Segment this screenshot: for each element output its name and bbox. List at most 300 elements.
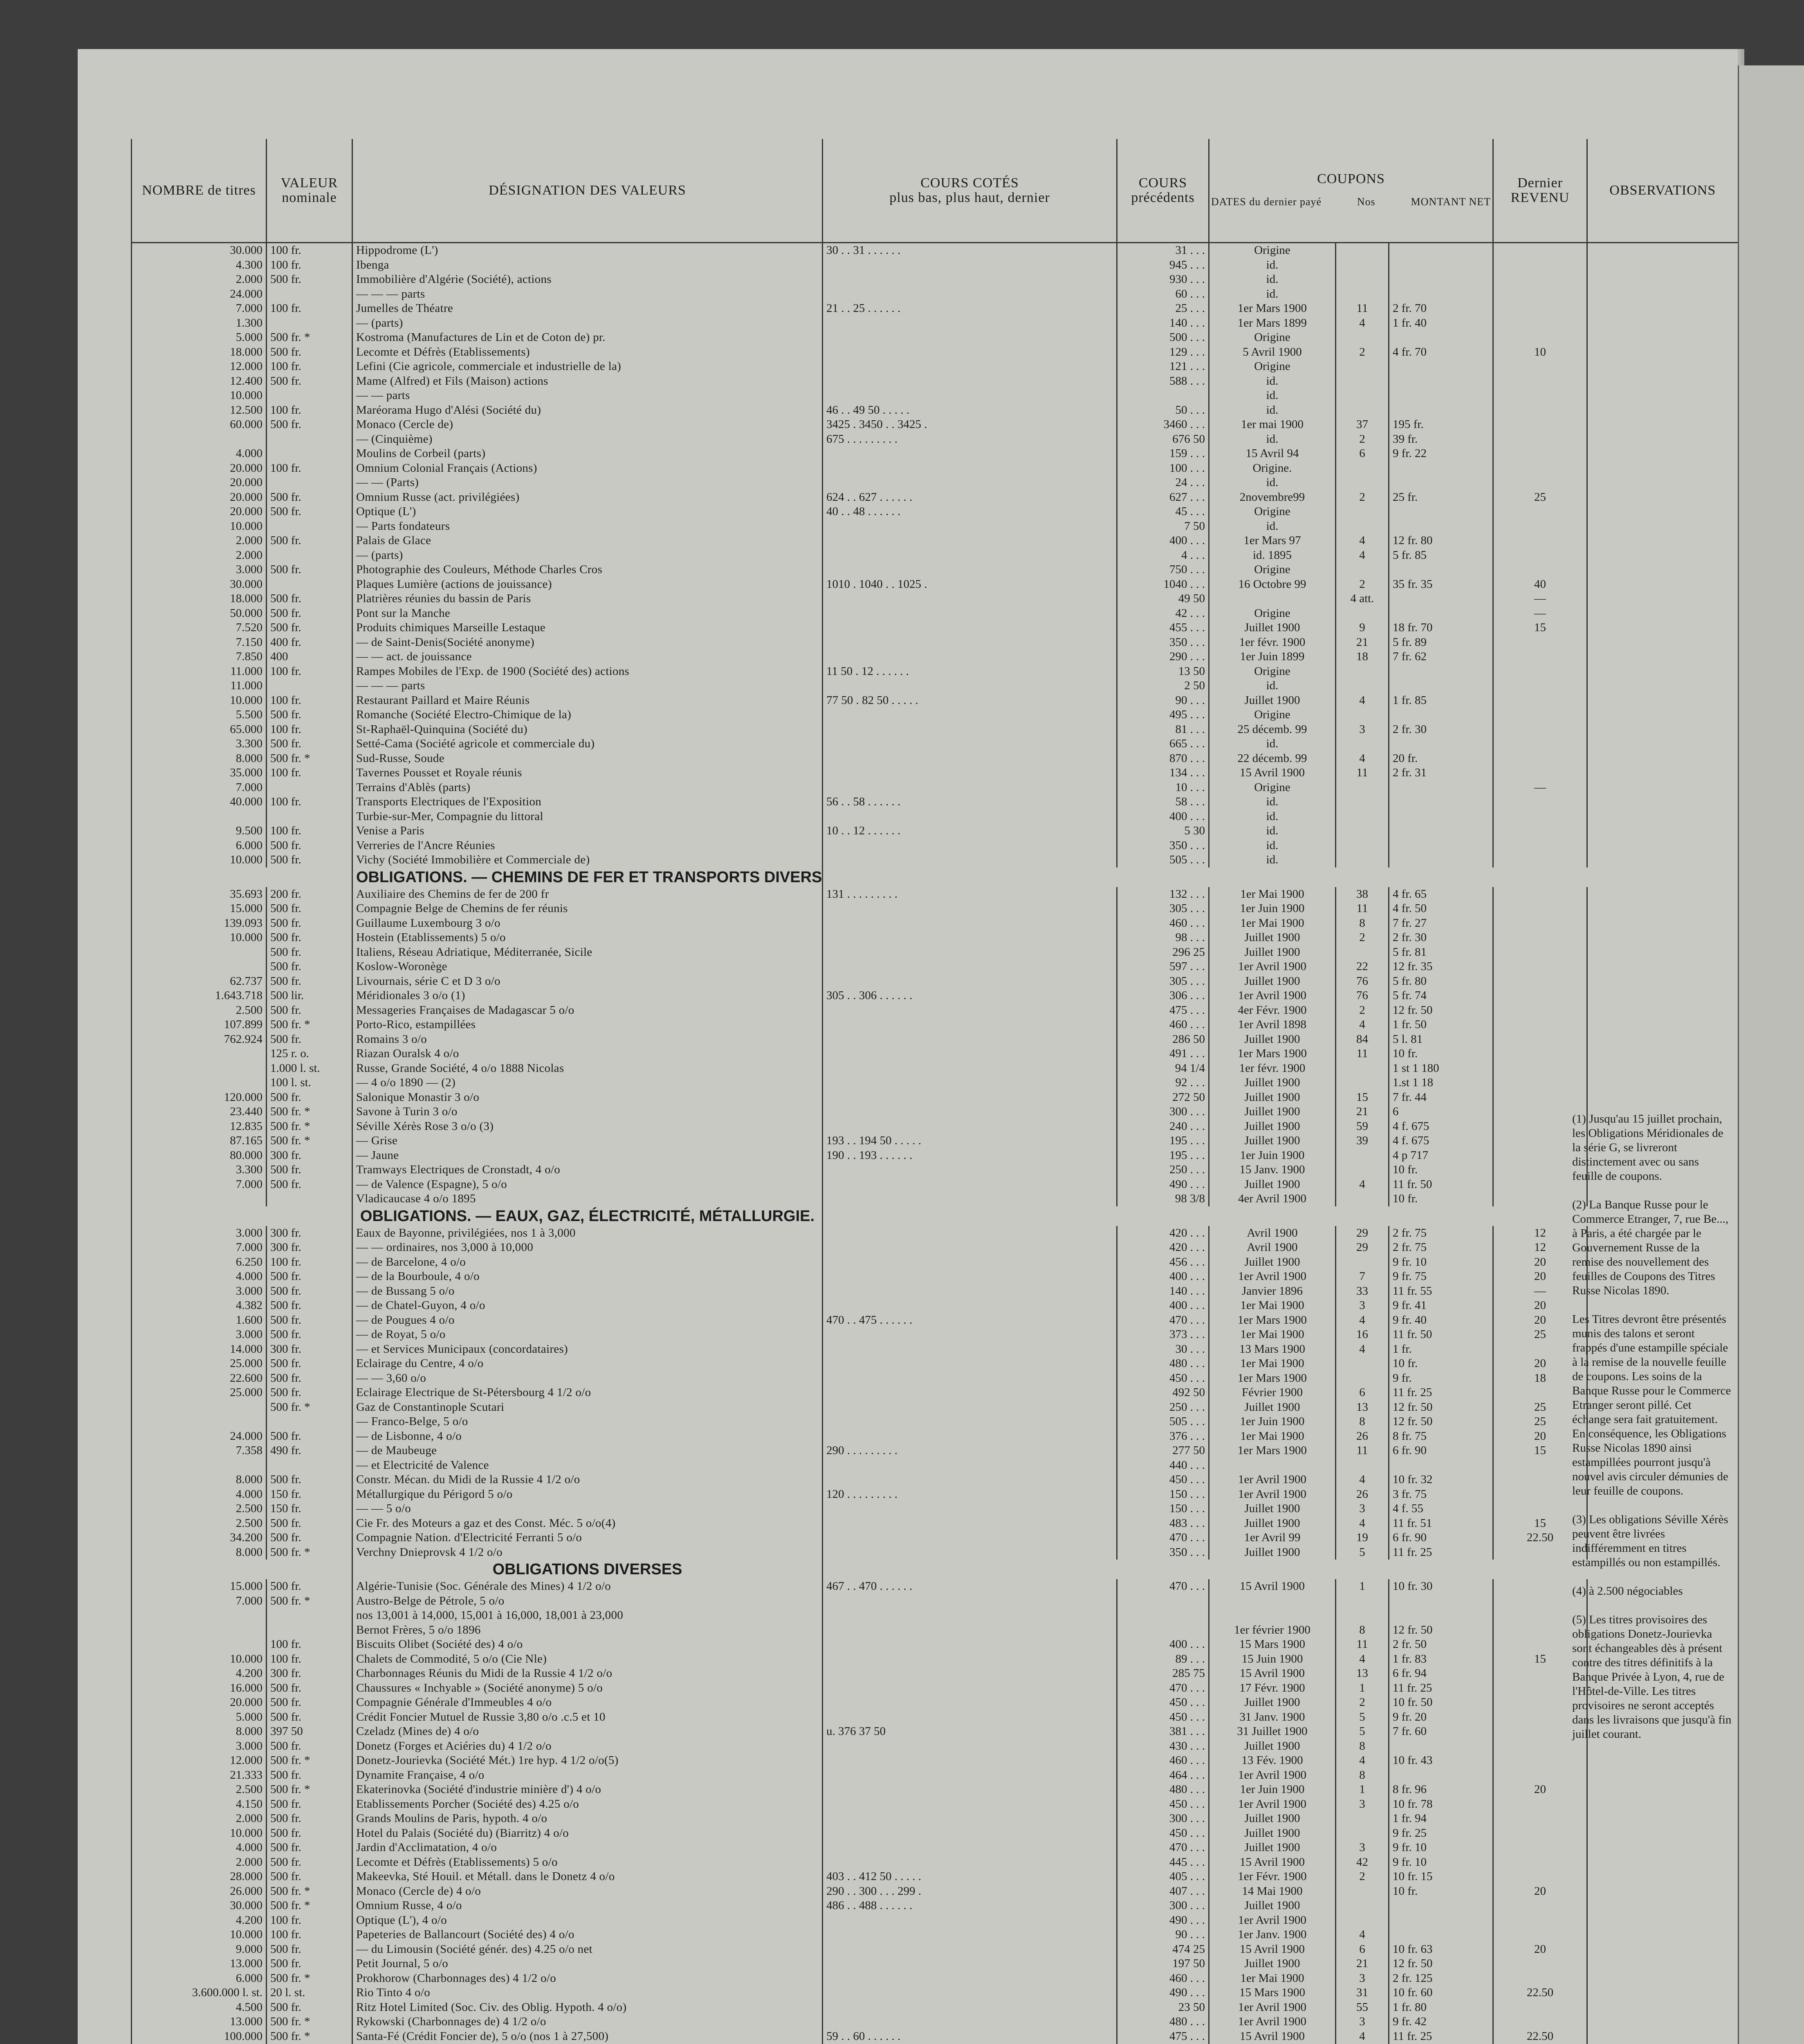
cell-valeur: 500 fr. * xyxy=(267,1105,352,1119)
cell-coupon-montant: 10 fr. xyxy=(1389,1163,1493,1177)
cell-cours-cotes xyxy=(823,1811,1117,1826)
cell-coupon-montant xyxy=(1389,272,1493,287)
cell-observations xyxy=(1587,1855,1738,1870)
cell-nombre: 2.000 xyxy=(132,1855,267,1870)
cell-dernier-revenu xyxy=(1493,258,1587,273)
cell-valeur: 500 fr. xyxy=(267,1429,352,1444)
cell-valeur: 500 fr. xyxy=(267,1284,352,1299)
table-row xyxy=(132,1957,1738,1971)
table-row xyxy=(132,1177,1738,1192)
cell-cours-precedents: 300 . . . xyxy=(1117,1898,1209,1913)
cell-coupon-no: 21 xyxy=(1336,635,1389,650)
table-row xyxy=(132,1898,1738,1913)
table-row xyxy=(132,838,1738,853)
cell-cours-precedents: 945 . . . xyxy=(1117,258,1209,273)
table-row xyxy=(132,1739,1738,1754)
cell-cours-cotes: 10 . . 12 . . . . . . xyxy=(823,824,1117,838)
table-row xyxy=(132,974,1738,989)
cell-cours-cotes: 467 . . 470 . . . . . . xyxy=(823,1579,1117,1594)
cell-coupon-no: 4 xyxy=(1336,548,1389,563)
cell-cours-cotes xyxy=(823,1298,1117,1313)
cell-cours-cotes xyxy=(823,1695,1117,1710)
observations-notes xyxy=(1572,1112,1732,1756)
cell-coupon-montant xyxy=(1389,519,1493,534)
cell-coupon-date: Juillet 1900 xyxy=(1209,1739,1336,1754)
cell-dernier-revenu: 20 xyxy=(1493,1429,1587,1444)
cell-dernier-revenu: 20 xyxy=(1493,1884,1587,1899)
col-observations: OBSERVATIONS xyxy=(1587,139,1738,243)
cell-coupon-montant: 12 fr. 50 xyxy=(1389,1623,1493,1638)
cell-cours-precedents: 90 . . . xyxy=(1117,1927,1209,1942)
cell-dernier-revenu xyxy=(1493,1032,1587,1047)
cell-coupon-montant: 5 fr. 85 xyxy=(1389,548,1493,563)
cell-coupon-date: 1er févr. 1900 xyxy=(1209,1061,1336,1076)
cell-coupon-date: Janvier 1896 xyxy=(1209,1284,1336,1299)
cell-coupon-montant: 2 fr. 75 xyxy=(1389,1240,1493,1255)
cell-nombre: 10.000 xyxy=(132,1927,267,1942)
cell-cours-precedents: 140 . . . xyxy=(1117,1284,1209,1299)
cell-designation: Eclairage du Centre, 4 o/o xyxy=(352,1356,823,1371)
cell-designation: Transports Electriques de l'Exposition xyxy=(352,795,823,809)
cell-designation: Russe, Grande Société, 4 o/o 1888 Nicolas xyxy=(352,1061,823,1076)
cell-coupon-date: 15 Avril 1900 xyxy=(1209,1666,1336,1681)
cell-coupon-montant: 9 fr. 10 xyxy=(1389,1840,1493,1855)
cell-dernier-revenu xyxy=(1493,1840,1587,1855)
cell-valeur: 500 fr. * xyxy=(267,751,352,766)
cell-coupon-montant xyxy=(1389,1768,1493,1783)
cell-coupon-no xyxy=(1336,606,1389,621)
cell-coupon-date: Origine xyxy=(1209,780,1336,795)
cell-cours-precedents: 150 . . . xyxy=(1117,1487,1209,1502)
cell-valeur: 500 fr. * xyxy=(267,330,352,345)
cell-coupon-montant: 35 fr. 35 xyxy=(1389,577,1493,592)
cell-dernier-revenu: 25 xyxy=(1493,490,1587,505)
cell-designation: — — — parts xyxy=(352,287,823,302)
cell-dernier-revenu: 15 xyxy=(1493,1443,1587,1458)
cell-coupon-no: 7 xyxy=(1336,1269,1389,1284)
cell-cours-precedents: 490 . . . xyxy=(1117,1986,1209,2000)
cell-coupon-montant: 9 fr. 42 xyxy=(1389,2015,1493,2029)
cell-valeur: 500 fr. xyxy=(267,1385,352,1400)
cell-dernier-revenu xyxy=(1493,1957,1587,1971)
cell-dernier-revenu xyxy=(1493,1927,1587,1942)
table-row xyxy=(132,1884,1738,1899)
cell-valeur: 500 fr. * xyxy=(267,1594,352,1609)
cell-valeur: 500 fr. xyxy=(267,1177,352,1192)
cell-dernier-revenu xyxy=(1493,1076,1587,1090)
table-row xyxy=(132,417,1738,432)
cell-cours-precedents: 129 . . . xyxy=(1117,345,1209,360)
cell-dernier-revenu xyxy=(1493,974,1587,989)
cell-dernier-revenu xyxy=(1493,1826,1587,1841)
cell-observations xyxy=(1587,1811,1738,1826)
cell-designation: — — (Parts) xyxy=(352,475,823,490)
cell-cours-precedents: 300 . . . xyxy=(1117,1105,1209,1119)
cell-dernier-revenu xyxy=(1493,301,1587,316)
cell-dernier-revenu: 18 xyxy=(1493,1371,1587,1386)
cell-nombre: 80.000 xyxy=(132,1148,267,1163)
cell-designation: Dynamite Française, 4 o/o xyxy=(352,1768,823,1783)
cell-designation: — de Lisbonne, 4 o/o xyxy=(352,1429,823,1444)
cell-coupon-montant: 9 fr. 10 xyxy=(1389,1855,1493,1870)
cell-designation: Messageries Françaises de Madagascar 5 o/o xyxy=(352,1003,823,1018)
cell-nombre: 20.000 xyxy=(132,475,267,490)
cell-coupon-date: Avril 1900 xyxy=(1209,1226,1336,1241)
table-row xyxy=(132,1255,1738,1270)
cell-coupon-no xyxy=(1336,708,1389,722)
table-row xyxy=(132,1579,1738,1594)
cell-designation: Makeevka, Sté Houil. et Métall. dans le Donetz 4 o/o xyxy=(352,1869,823,1884)
cell-coupon-montant xyxy=(1389,475,1493,490)
cell-designation: Bernot Frères, 5 o/o 1896 xyxy=(352,1623,823,1638)
cell-nombre: 3.000 xyxy=(132,1327,267,1342)
cell-cours-cotes xyxy=(823,751,1117,766)
cell-observations xyxy=(1587,824,1738,838)
cell-dernier-revenu xyxy=(1493,824,1587,838)
cell-coupon-no xyxy=(1336,737,1389,751)
table-row xyxy=(132,1298,1738,1313)
cell-coupon-montant xyxy=(1389,795,1493,809)
cell-coupon-no: 33 xyxy=(1336,1284,1389,1299)
cell-nombre: 10.000 xyxy=(132,1826,267,1841)
cell-observations xyxy=(1587,1061,1738,1076)
cell-designation: Constr. Mécan. du Midi de la Russie 4 1/2 o/o xyxy=(352,1472,823,1487)
cell-valeur: 500 fr. * xyxy=(267,1119,352,1134)
cell-nombre: 12.000 xyxy=(132,359,267,374)
cell-observations xyxy=(1587,374,1738,389)
cell-coupon-montant: 9 fr. 41 xyxy=(1389,1298,1493,1313)
cell-dernier-revenu xyxy=(1493,533,1587,548)
cell-cours-cotes: 290 . . . . . . . . . xyxy=(823,1443,1117,1458)
cell-cours-precedents xyxy=(1117,1623,1209,1638)
cell-coupon-montant: 1.st 1 18 xyxy=(1389,1076,1493,1090)
cell-coupon-no xyxy=(1336,1884,1389,1899)
table-row xyxy=(132,751,1738,766)
cell-coupon-date: id. xyxy=(1209,519,1336,534)
cell-coupon-no xyxy=(1336,475,1389,490)
cell-cours-cotes xyxy=(823,1753,1117,1768)
table-row xyxy=(132,722,1738,737)
cell-dernier-revenu: 10 xyxy=(1493,345,1587,360)
cell-nombre: 15.000 xyxy=(132,901,267,916)
cell-designation: Hippodrome (L') xyxy=(352,243,823,258)
cell-nombre: 15.000 xyxy=(132,1579,267,1594)
cell-coupon-no: 3 xyxy=(1336,1502,1389,1516)
cell-nombre: 20.000 xyxy=(132,1695,267,1710)
cell-designation: Pont sur la Manche xyxy=(352,606,823,621)
cell-designation: Petit Journal, 5 o/o xyxy=(352,1957,823,1971)
cell-designation: Savone à Turin 3 o/o xyxy=(352,1105,823,1119)
cell-dernier-revenu xyxy=(1493,1768,1587,1783)
cell-cours-cotes: 30 . . 31 . . . . . . xyxy=(823,243,1117,258)
cell-valeur: 500 fr. xyxy=(267,838,352,853)
cell-nombre: 2.500 xyxy=(132,1003,267,1018)
observation-note: (3) Les obligations Séville Xérès peuvent être livrées indifféremment en titres estampillés ou non estampillés. xyxy=(1572,1513,1728,1569)
cell-coupon-montant: 12 fr. 50 xyxy=(1389,1414,1493,1429)
table-row xyxy=(132,780,1738,795)
cell-cours-cotes: 120 . . . . . . . . . xyxy=(823,1487,1117,1502)
cell-coupon-montant: 1 fr. 94 xyxy=(1389,1811,1493,1826)
cell-coupon-montant xyxy=(1389,1458,1493,1473)
cell-dernier-revenu xyxy=(1493,432,1587,447)
cell-coupon-date xyxy=(1209,1458,1336,1473)
cell-nombre: 4.500 xyxy=(132,2000,267,2015)
cell-cours-precedents: 4 . . . xyxy=(1117,548,1209,563)
cell-valeur: 500 fr. xyxy=(267,1032,352,1047)
cell-designation: Sud-Russe, Soude xyxy=(352,751,823,766)
cell-coupon-no: 16 xyxy=(1336,1327,1389,1342)
cell-coupon-no: 2 xyxy=(1336,432,1389,447)
coupons-nos: Nos xyxy=(1357,196,1375,208)
cell-cours-cotes xyxy=(823,1637,1117,1652)
cell-coupon-date: 4er Avril 1900 xyxy=(1209,1192,1336,1206)
cell-valeur: 500 fr. * xyxy=(267,1545,352,1560)
cell-observations xyxy=(1587,621,1738,635)
cell-observations xyxy=(1587,287,1738,302)
cell-nombre: 62.737 xyxy=(132,974,267,989)
cell-nombre: 16.000 xyxy=(132,1681,267,1696)
cell-coupon-no: 5 xyxy=(1336,1710,1389,1725)
cell-valeur: 100 fr. xyxy=(267,359,352,374)
cell-designation: Lecomte et Défrès (Etablissements) 5 o/o xyxy=(352,1855,823,1870)
cell-coupon-montant: 5 l. 81 xyxy=(1389,1032,1493,1047)
cell-designation: Omnium Russe (act. privilégiées) xyxy=(352,490,823,505)
cell-designation: St-Raphaël-Quinquina (Société du) xyxy=(352,722,823,737)
cell-coupon-no: 4 xyxy=(1336,1753,1389,1768)
cell-coupon-montant: 12 fr. 50 xyxy=(1389,1400,1493,1415)
cell-dernier-revenu: 15 xyxy=(1493,1652,1587,1667)
cell-nombre: 3.600.000 l. st. xyxy=(132,1986,267,2000)
cell-cours-cotes: u. 376 37 50 xyxy=(823,1724,1117,1739)
cell-designation: Austro-Belge de Pétrole, 5 o/o xyxy=(352,1594,823,1609)
cell-cours-cotes xyxy=(823,563,1117,577)
cell-designation: Platrières réunies du bassin de Paris xyxy=(352,592,823,606)
cell-coupon-date: Juillet 1900 xyxy=(1209,1826,1336,1841)
cell-coupon-montant xyxy=(1389,359,1493,374)
cell-valeur: 500 fr. xyxy=(267,1003,352,1018)
cell-nombre xyxy=(132,809,267,824)
table-row xyxy=(132,330,1738,345)
cell-coupon-no xyxy=(1336,287,1389,302)
cell-coupon-no xyxy=(1336,243,1389,258)
cell-cours-cotes: 21 . . 25 . . . . . . xyxy=(823,301,1117,316)
cell-cours-cotes xyxy=(823,1003,1117,1018)
cell-coupon-date: id. xyxy=(1209,853,1336,867)
cell-dernier-revenu xyxy=(1493,519,1587,534)
cell-coupon-montant: 6 xyxy=(1389,1105,1493,1119)
cell-dernier-revenu: — xyxy=(1493,780,1587,795)
cell-designation: — et Electricité de Valence xyxy=(352,1458,823,1473)
cell-coupon-no xyxy=(1336,679,1389,693)
cell-coupon-date: 15 Avril 1900 xyxy=(1209,766,1336,780)
cell-dernier-revenu xyxy=(1493,548,1587,563)
cell-observations xyxy=(1587,577,1738,592)
table-row xyxy=(132,1342,1738,1357)
cell-observations xyxy=(1587,679,1738,693)
cell-observations xyxy=(1587,650,1738,664)
table-row xyxy=(132,1797,1738,1812)
table-row xyxy=(132,1531,1738,1545)
cell-coupon-date: Juillet 1900 xyxy=(1209,1811,1336,1826)
cell-coupon-no: 11 xyxy=(1336,301,1389,316)
cell-coupon-no: 11 xyxy=(1336,1637,1389,1652)
cell-observations xyxy=(1587,664,1738,679)
cell-designation: Czeladz (Mines de) 4 o/o xyxy=(352,1724,823,1739)
cell-designation: Livournais, série C et D 3 o/o xyxy=(352,974,823,989)
cell-coupon-date: Février 1900 xyxy=(1209,1385,1336,1400)
cell-cours-precedents: 495 . . . xyxy=(1117,708,1209,722)
cell-valeur: 500 fr. xyxy=(267,1768,352,1783)
cell-cours-precedents: 290 . . . xyxy=(1117,650,1209,664)
cell-coupon-montant xyxy=(1389,258,1493,273)
cell-designation: Compagnie Belge de Chemins de fer réunis xyxy=(352,901,823,916)
cell-designation: — — ordinaires, nos 3,000 à 10,000 xyxy=(352,1240,823,1255)
cell-coupon-montant xyxy=(1389,1594,1493,1609)
col-nombre: NOMBRE de titres xyxy=(132,139,267,243)
cell-cours-precedents: 930 . . . xyxy=(1117,272,1209,287)
cell-cours-cotes xyxy=(823,1119,1117,1134)
cell-coupon-date: Juillet 1900 xyxy=(1209,1177,1336,1192)
cell-designation: Porto-Rico, estampillées xyxy=(352,1018,823,1032)
cell-coupon-no: 4 xyxy=(1336,1472,1389,1487)
cell-nombre: 4.000 xyxy=(132,1269,267,1284)
cell-observations xyxy=(1587,432,1738,447)
cell-cours-cotes xyxy=(823,1226,1117,1241)
cell-dernier-revenu xyxy=(1493,1898,1587,1913)
cell-cours-precedents: 405 . . . xyxy=(1117,1869,1209,1884)
cell-coupon-montant xyxy=(1389,838,1493,853)
cell-cours-precedents: 3460 . . . xyxy=(1117,417,1209,432)
cell-coupon-no: 4 xyxy=(1336,1342,1389,1357)
cell-coupon-date: id. xyxy=(1209,287,1336,302)
cell-cours-cotes: 486 . . 488 . . . . . . xyxy=(823,1898,1117,1913)
table-row xyxy=(132,1458,1738,1473)
table-row xyxy=(132,1545,1738,1560)
cell-coupon-no: 4 xyxy=(1336,2029,1389,2044)
cell-nombre: 40.000 xyxy=(132,795,267,809)
table-row xyxy=(132,693,1738,708)
cell-valeur: 100 fr. xyxy=(267,301,352,316)
cell-valeur: 500 fr. xyxy=(267,959,352,974)
cell-coupon-date: Juillet 1900 xyxy=(1209,1119,1336,1134)
cell-cours-cotes xyxy=(823,1768,1117,1783)
cell-cours-cotes xyxy=(823,930,1117,945)
cell-cours-precedents: 49 50 xyxy=(1117,592,1209,606)
cell-cours-precedents: 94 1/4 xyxy=(1117,1061,1209,1076)
cell-coupon-date: id. xyxy=(1209,374,1336,389)
cell-valeur: 100 l. st. xyxy=(267,1076,352,1090)
cell-valeur: 500 fr. xyxy=(267,533,352,548)
cell-cours-precedents: 50 . . . xyxy=(1117,403,1209,418)
cell-cours-precedents: 350 . . . xyxy=(1117,838,1209,853)
cell-nombre: 120.000 xyxy=(132,1090,267,1105)
cell-coupon-montant: 9 fr. 10 xyxy=(1389,1255,1493,1270)
cell-cours-cotes xyxy=(823,446,1117,461)
cell-valeur: 200 fr. xyxy=(267,887,352,902)
cell-cours-cotes xyxy=(823,1855,1117,1870)
cell-valeur xyxy=(267,1414,352,1429)
cell-cours-precedents: 450 . . . xyxy=(1117,1371,1209,1386)
cell-designation: Ritz Hotel Limited (Soc. Civ. des Oblig. Hypoth. 4 o/o) xyxy=(352,2000,823,2015)
cell-cours-cotes xyxy=(823,1502,1117,1516)
table-row xyxy=(132,1443,1738,1458)
cell-coupon-date: 31 Juillet 1900 xyxy=(1209,1724,1336,1739)
cell-observations xyxy=(1587,316,1738,331)
cell-dernier-revenu xyxy=(1493,1061,1587,1076)
cell-coupon-no: 3 xyxy=(1336,1840,1389,1855)
cell-coupon-montant xyxy=(1389,708,1493,722)
cell-nombre: 8.000 xyxy=(132,1472,267,1487)
cell-cours-cotes xyxy=(823,780,1117,795)
cell-dernier-revenu: 22.50 xyxy=(1493,2029,1587,2044)
cell-cours-precedents: 100 . . . xyxy=(1117,461,1209,476)
cell-coupon-date: Juillet 1900 xyxy=(1209,945,1336,960)
table-row xyxy=(132,1695,1738,1710)
cell-observations xyxy=(1587,722,1738,737)
cell-valeur: 100 fr. xyxy=(267,243,352,258)
table-row xyxy=(132,1429,1738,1444)
cell-nombre xyxy=(132,1458,267,1473)
cell-coupon-date: 1er Juin 1900 xyxy=(1209,1148,1336,1163)
cell-coupon-date: 1er Mai 1900 xyxy=(1209,1356,1336,1371)
cell-designation: Verreries de l'Ancre Réunies xyxy=(352,838,823,853)
cell-observations xyxy=(1587,766,1738,780)
cell-nombre: 2.500 xyxy=(132,1782,267,1797)
cell-coupon-no xyxy=(1336,664,1389,679)
cell-cours-precedents: 150 . . . xyxy=(1117,1502,1209,1516)
cell-cours-cotes xyxy=(823,959,1117,974)
cell-valeur: 500 fr. xyxy=(267,916,352,931)
cell-coupon-montant: 1 fr. 83 xyxy=(1389,1652,1493,1667)
cell-nombre: 30.000 xyxy=(132,1898,267,1913)
cell-nombre: 6.000 xyxy=(132,838,267,853)
cell-coupon-montant: 12 fr. 35 xyxy=(1389,959,1493,974)
cell-designation: Palais de Glace xyxy=(352,533,823,548)
cell-cours-precedents: 13 50 xyxy=(1117,664,1209,679)
cell-cours-precedents: 305 . . . xyxy=(1117,974,1209,989)
cell-cours-precedents: 460 . . . xyxy=(1117,1971,1209,1986)
cell-dernier-revenu: — xyxy=(1493,606,1587,621)
cell-valeur: 100 fr. xyxy=(267,722,352,737)
cell-valeur: 100 fr. xyxy=(267,1637,352,1652)
cell-cours-cotes xyxy=(823,359,1117,374)
cell-nombre: 10.000 xyxy=(132,388,267,403)
cell-nombre: 22.600 xyxy=(132,1371,267,1386)
table-row xyxy=(132,1826,1738,1841)
cell-dernier-revenu xyxy=(1493,959,1587,974)
cell-coupon-date: Juillet 1900 xyxy=(1209,1840,1336,1855)
cell-coupon-montant: 9 fr. xyxy=(1389,1371,1493,1386)
cell-coupon-montant: 6 fr. 90 xyxy=(1389,1531,1493,1545)
cell-dernier-revenu xyxy=(1493,650,1587,664)
cell-coupon-date: 1er Avril 1898 xyxy=(1209,1018,1336,1032)
cell-coupon-date: Avril 1900 xyxy=(1209,1240,1336,1255)
cell-coupon-no: 76 xyxy=(1336,974,1389,989)
cell-coupon-date: 1er février 1900 xyxy=(1209,1623,1336,1638)
cell-designation: Rykowski (Charbonnages de) 4 1/2 o/o xyxy=(352,2015,823,2029)
cell-cours-cotes xyxy=(823,1666,1117,1681)
cell-dernier-revenu xyxy=(1493,853,1587,867)
cell-coupon-date: 1er Avril 1900 xyxy=(1209,2015,1336,2029)
table-row xyxy=(132,959,1738,974)
cell-dernier-revenu: 20 xyxy=(1493,1298,1587,1313)
cell-nombre xyxy=(132,1047,267,1061)
cell-coupon-montant: 11 fr. 25 xyxy=(1389,1385,1493,1400)
cell-coupon-montant: 10 fr. 63 xyxy=(1389,1942,1493,1957)
table-row xyxy=(132,1061,1738,1076)
cell-nombre: 4.000 xyxy=(132,1487,267,1502)
cell-valeur: 500 fr. xyxy=(267,1695,352,1710)
